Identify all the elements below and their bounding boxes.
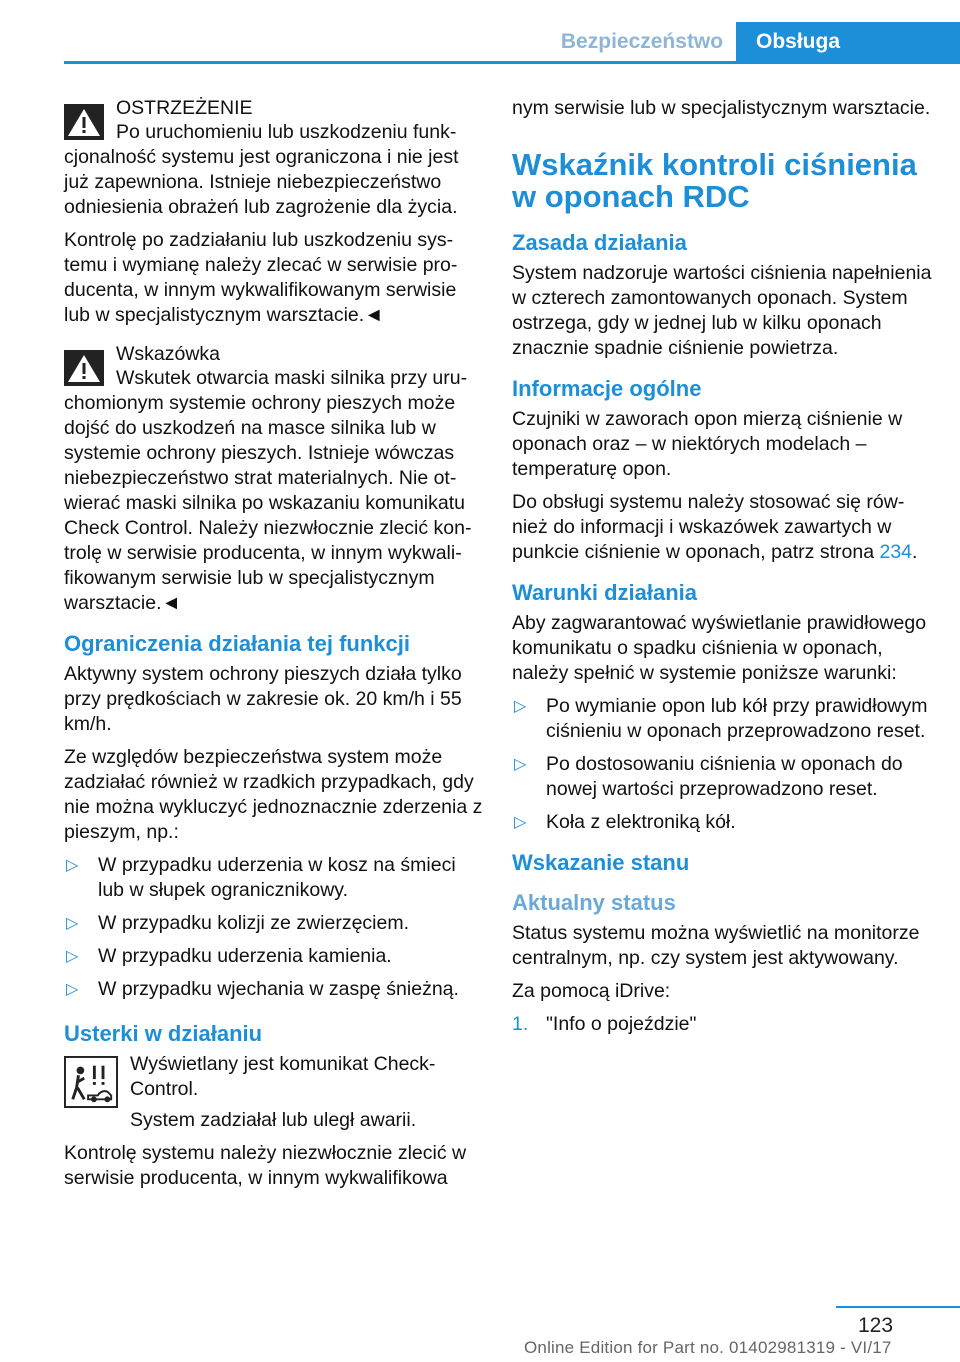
warning-triangle-icon [64,350,104,386]
bullet-list [64,853,484,1002]
left-column [64,96,484,1199]
page-number: 123 [858,1314,894,1337]
steps-list [512,1012,932,1037]
list-item: 1. "Info o pojeździe" [512,1013,697,1035]
bullet-icon: ▷ [66,857,79,874]
page-header [0,0,960,62]
heading-conditions: Warunki działania [512,580,698,605]
bullet-icon: ▷ [514,814,527,831]
list-item: ▷ W przypadku uderzenia w kosz na śmieci lub w słupek ogranicznikowy. [66,854,456,901]
paragraph: System nadzoruje wartości ciśnienia napełnienia w czterech zamontowanych oponach. System ostrzega, gdy w jednej lub w kilku oponach znacznie spadnie ciśnienie powietrza. [512,262,932,359]
bullet-icon: ▷ [66,981,79,998]
bullet-icon: ▷ [514,698,527,715]
paragraph: nym serwisie lub w specjalistycznym warsztacie. [512,97,931,119]
page-reference-link[interactable]: 234 [879,541,913,563]
header-divider [64,61,960,64]
pictogram-text: Wyświetlany jest komunikat Check-Control. [130,1053,436,1100]
heading-limitations: Ograniczenia działania tej funkcji [64,631,410,656]
heading-current-status: Aktualny status [512,890,676,915]
warning-text: Po uruchomieniu lub uszkodzeniu funkcjonalność systemu jest ograniczona i nie jest już zapewniona. Istnieje niebezpieczeństwo odniesienia obrażeń lub zagrożenie dla życia. [64,121,459,218]
bullet-icon: ▷ [66,948,79,965]
paragraph: Ze względów bezpieczeństwa system może zadziałać również w rzadkich przypadkach, gdy nie można wykluczyć jednoznacznie zderzenia z pieszym, np.: [64,746,483,843]
paragraph: Status systemu można wyświetlić na monitorze centralnym, np. czy system jest aktywowany. [512,922,920,969]
heading-general-info: Informacje ogólne [512,376,702,401]
pedestrian-protection-icon [64,1056,118,1108]
note-text: Wskutek otwarcia maski silnika przy uruchomionym systemie ochrony pieszych może dojść do uszkodzeń na masce silnika lub w systemie ochrony pieszych. Istnieje wówczas niebezpieczeństwo strat materialnych. Nie otwierać maski silnika po wskazaniu komunikatu Check Control. Należy niezwłocznie zlecić kontrolę w serwisie producenta, w innym wykwalifikowanym serwisie lub w specjalistycznym warsztacie.◄ [64,367,472,614]
step-number: 1. [512,1013,529,1035]
tab-obsluga[interactable]: Obsługa [736,22,960,62]
section-title-rdc: Wskaźnik kontroli ciśnienia w oponach RDC [512,147,917,214]
list-item: ▷ W przypadku wjechania w zaspę śnieżną. [66,978,459,1000]
paragraph: Za pomocą iDrive: [512,980,671,1002]
bullet-icon: ▷ [514,756,527,773]
warning-title: OSTRZEŻENIE [116,97,253,119]
list-item: ▷ Po dostosowaniu ciśnienia w oponach do nowej wartości przeprowadzono reset. [514,753,903,800]
warning-triangle-icon [64,104,104,140]
paragraph-with-reference: Do obsługi systemu należy stosować się również do informacji i wskazówek zawartych w punkcie ciśnienie w oponach, patrz strona 234. [512,491,918,563]
list-item: ▷ Po wymianie opon lub kół przy prawidłowym ciśnieniu w oponach przeprowadzono reset. [514,695,928,742]
tab-bezpieczenstwo[interactable]: Bezpieczeństwo [560,30,724,53]
heading-principle: Zasada działania [512,230,687,255]
bullet-list [512,694,932,835]
list-item: ▷ W przypadku uderzenia kamienia. [66,945,392,967]
heading-status-display: Wskazanie stanu [512,850,690,875]
heading-malfunctions: Usterki w działaniu [64,1021,263,1046]
note-title: Wskazówka [116,343,221,365]
pictogram-block [64,1052,484,1133]
list-item: ▷ W przypadku kolizji ze zwierzęciem. [66,912,410,934]
warning-block [64,96,484,146]
paragraph: Czujniki w zaworach opon mierzą ciśnienie w oponach oraz – w niektórych modelach – temperaturę opon. [512,408,903,480]
paragraph: Kontrolę systemu należy niezwłocznie zlecić w serwisie producenta, w innym wykwalifikowa [64,1142,467,1189]
paragraph: Aktywny system ochrony pieszych działa tylko przy prędkościach w zakresie ok. 20 km/h i 55 km/h. [64,663,462,735]
edition-note: Online Edition for Part no. 01402981319 - VI/17 [524,1338,892,1357]
paragraph: Aby zagwarantować wyświetlanie prawidłowego komunikatu o spadku ciśnienia w oponach, należy spełnić w systemie poniższe warunki: [512,612,927,684]
note-block [64,342,484,392]
paragraph: Kontrolę po zadziałaniu lub uszkodzeniu systemu i wymianę należy zlecać w serwisie producenta, w innym wykwalifikowanym serwisie lub w specjalistycznym warsztacie.◄ [64,229,458,326]
list-item: ▷ Koła z elektroniką kół. [514,811,736,833]
pictogram-text: System zadziałał lub uległ awarii. [130,1109,417,1131]
footer-divider [836,1306,960,1308]
right-column [512,96,932,1045]
bullet-icon: ▷ [66,915,79,932]
